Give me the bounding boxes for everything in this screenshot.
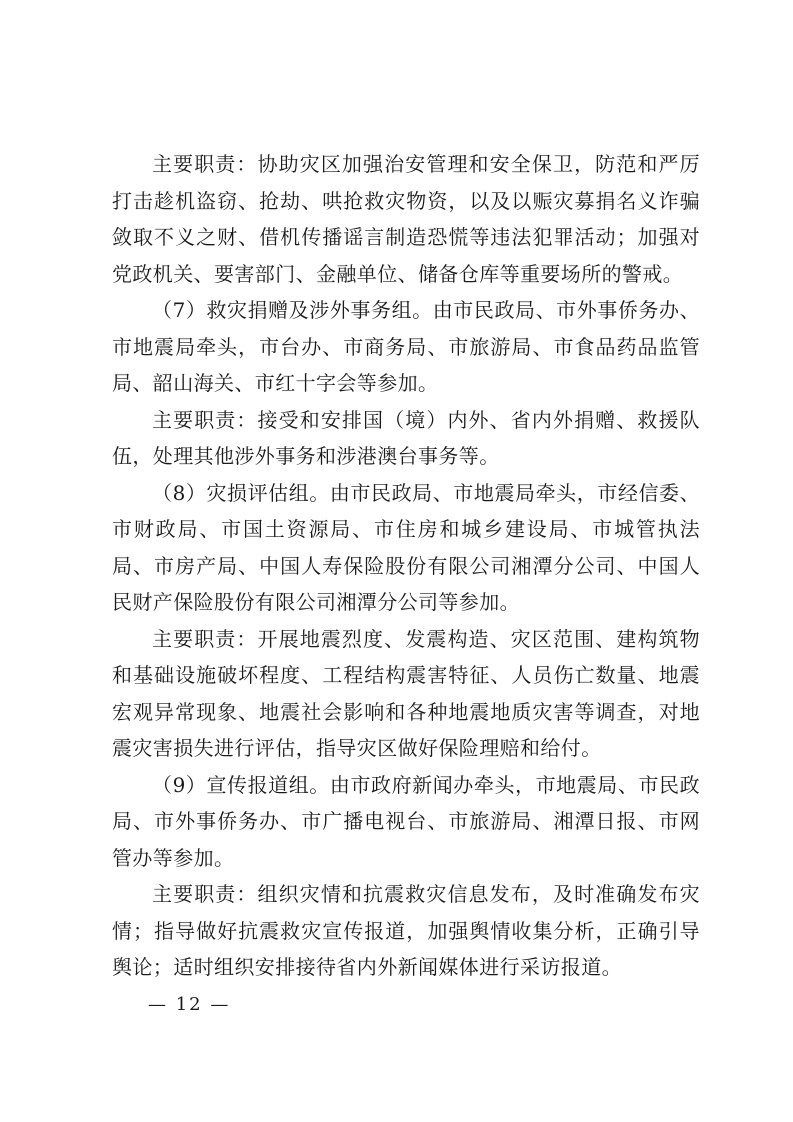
paragraph-loss-assessment-duties: 主要职责：开展地震烈度、发震构造、灾区范围、建构筑物和基础设施破坏程度、工程结构震害特征、人员伤亡数量、地震宏观异常现象、地震社会影响和各种地震地质灾害等调查，对地震灾害损失进行评估，指导灾区做好保险理赔和给付。 — [112, 626, 700, 760]
paragraph-loss-assessment-group: （8）灾损评估组。由市民政局、市地震局牵头，市经信委、市财政局、市国土资源局、市住房和城乡建设局、市城管执法局、市房产局、中国人寿保险股份有限公司湘潭分公司、中国人民财产保险股份有限公司湘潭分公司等参加。 — [112, 480, 700, 614]
paragraph-publicity-duties: 主要职责：组织灾情和抗震救灾信息发布，及时准确发布灾情；指导做好抗震救灾宣传报道，加强舆情收集分析，正确引导舆论；适时组织安排接待省内外新闻媒体进行采访报道。 — [112, 882, 700, 979]
paragraph-public-security-duties: 主要职责：协助灾区加强治安管理和安全保卫，防范和严厉打击趁机盗窃、抢劫、哄抢救灾物资，以及以赈灾募捐名义诈骗敛取不义之财、借机传播谣言制造恐慌等违法犯罪活动；加强对党政机关、要害部门、金融单位、储备仓库等重要场所的警戒。 — [112, 152, 700, 286]
paragraph-donation-foreign-affairs-duties: 主要职责：接受和安排国（境）内外、省内外捐赠、救援队伍，处理其他涉外事务和涉港澳台事务等。 — [112, 407, 700, 468]
document-body — [112, 146, 700, 986]
paragraph-publicity-group: （9）宣传报道组。由市政府新闻办牵头，市地震局、市民政局、市外事侨务办、市广播电视台、市旅游局、湘潭日报、市网管办等参加。 — [112, 772, 700, 870]
page-number: — 12 — — [148, 994, 231, 1015]
paragraph-donation-foreign-affairs-group: （7）救灾捐赠及涉外事务组。由市民政局、市外事侨务办、市地震局牵头，市台办、市商务局、市旅游局、市食品药品监管局、韶山海关、市红十字会等参加。 — [112, 298, 700, 395]
